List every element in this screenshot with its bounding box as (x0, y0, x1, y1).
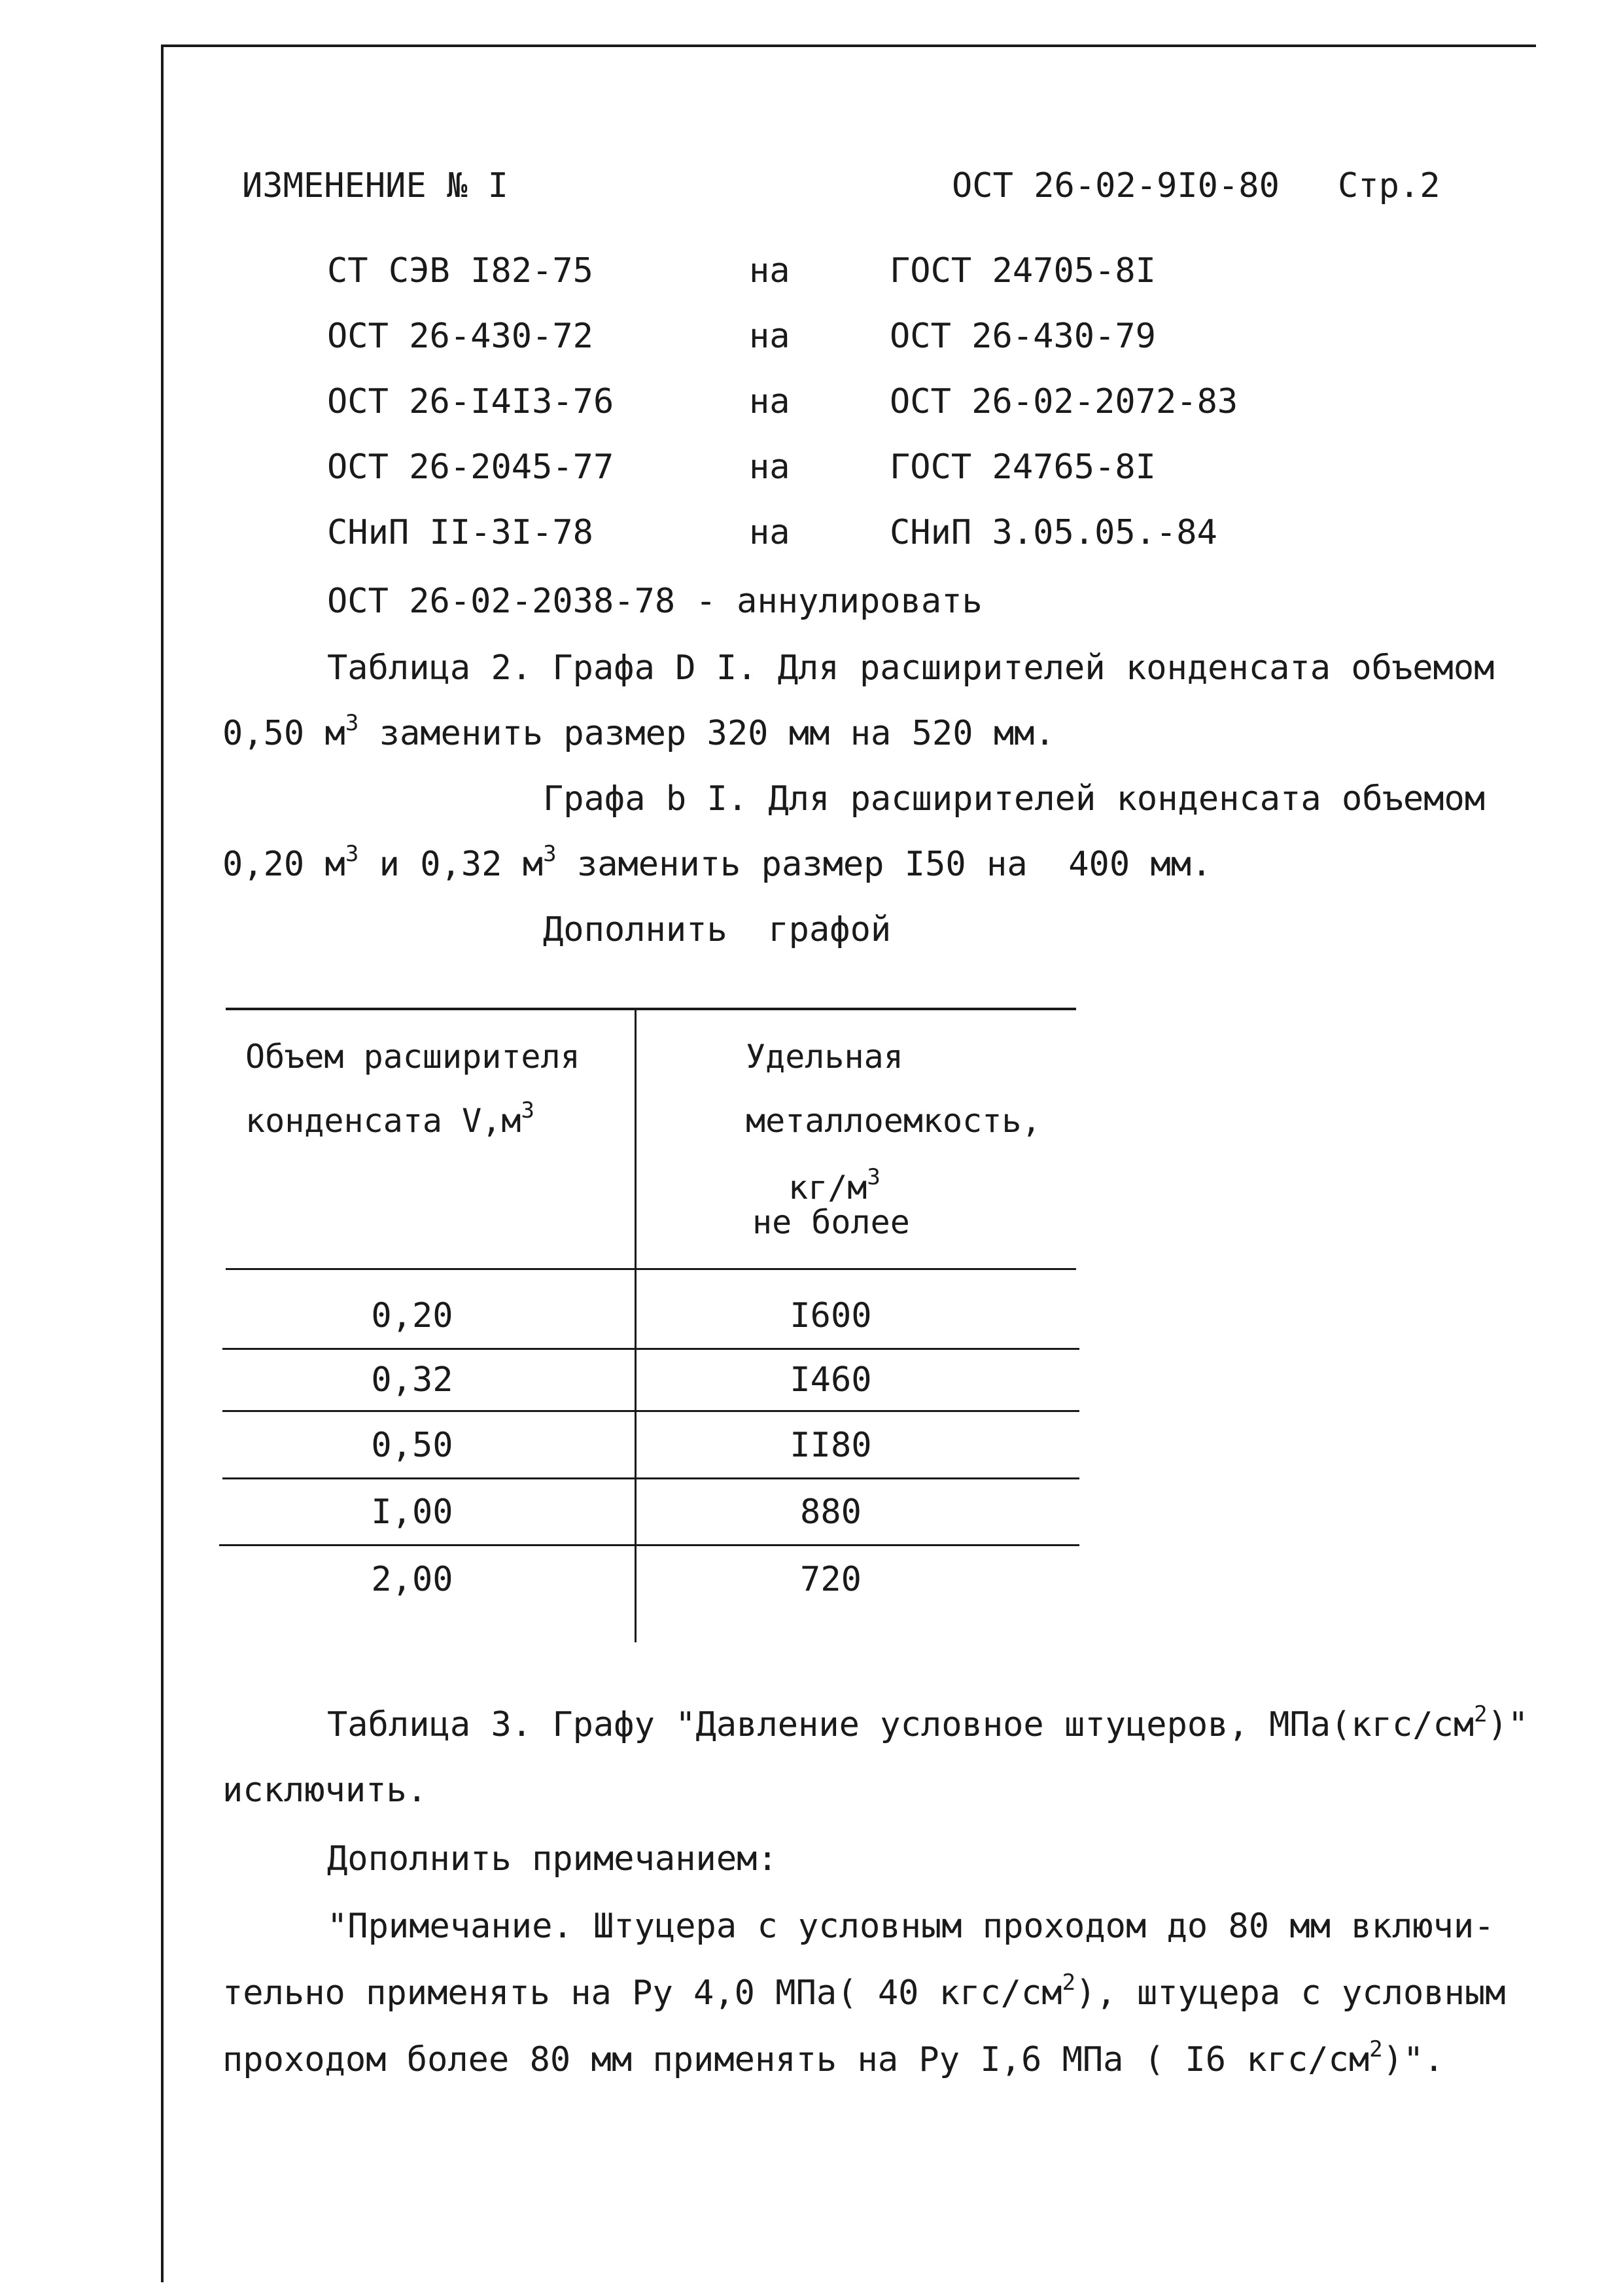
table3-line2: исключить. (222, 1771, 428, 1810)
note-line3: проходом более 80 мм применять на Ру I,6 МПа ( I6 кгс/$см^2$)". (222, 2036, 1444, 2079)
table-row-rule (222, 1348, 1079, 1350)
table-row-rule (222, 1477, 1079, 1479)
capacity-cell: 720 (800, 1560, 862, 1599)
volume-cell: 0,32 (371, 1360, 453, 1400)
new-standard: ГОСТ 24705-8I (890, 251, 1156, 291)
note-line1: "Примечание. Штуцера с условным проходом до 80 мм включи- (327, 1907, 1495, 1946)
volume-cell: 2,00 (371, 1560, 453, 1599)
table2-line5: Дополнить графой (543, 910, 892, 949)
capacity-cell: I460 (790, 1360, 872, 1400)
table-row-rule (219, 1544, 1079, 1546)
capacity-cell: II80 (790, 1426, 872, 1465)
replace-word: на (749, 513, 790, 552)
standard-number: ОСТ 26-02-9I0-80 (952, 166, 1280, 205)
col2-header-line3: $кг/м^3$ (788, 1164, 881, 1207)
old-standard: ОСТ 26-I4I3-76 (327, 382, 614, 421)
col1-header-line1: Объем расширителя (245, 1038, 580, 1076)
old-standard: СТ СЭВ I82-75 (327, 251, 593, 291)
replace-word: на (749, 448, 790, 487)
capacity-cell: I600 (790, 1296, 872, 1335)
table2-line4: 0,20 $м^3$ и 0,32 $м^3$ заменить размер I50 на 400 мм. (222, 841, 1212, 884)
table-top-rule (226, 1008, 1076, 1010)
note-line2: тельно применять на Ру 4,0 МПа( 40 кгс/$см^2$), штуцера с условным (222, 1969, 1506, 2013)
capacity-cell: 880 (800, 1492, 862, 1532)
table2-line3: Графа b I. Для расширителей конденсата объемом (543, 779, 1486, 819)
table3-line3: Дополнить примечанием: (327, 1839, 778, 1879)
new-standard: СНиП 3.05.05.-84 (890, 513, 1217, 552)
table-row-rule (222, 1410, 1079, 1412)
old-standard: ОСТ 26-430-72 (327, 317, 593, 356)
frame-left-line (161, 44, 164, 2282)
volume-cell: 0,20 (371, 1296, 453, 1335)
table-column-divider (635, 1008, 637, 1642)
page-number: Стр.2 (1338, 166, 1440, 205)
old-standard: СНиП II-3I-78 (327, 513, 593, 552)
volume-cell: I,00 (371, 1492, 453, 1532)
volume-cell: 0,50 (371, 1426, 453, 1465)
new-standard: ОСТ 26-430-79 (890, 317, 1156, 356)
change-label: ИЗМЕНЕНИЕ № I (242, 166, 508, 205)
col1-header-line2: конденсата $V,м^3$ (245, 1097, 534, 1140)
table-header-rule (226, 1268, 1076, 1270)
table3-line1: Таблица 3. Графу "Давление условное штуцеров, $МПа(кгс/см^2)$" (327, 1701, 1529, 1744)
replace-word: на (749, 382, 790, 421)
new-standard: ГОСТ 24765-8I (890, 448, 1156, 487)
col2-header-line2: металлоемкость, (746, 1102, 1041, 1140)
replace-word: на (749, 251, 790, 291)
table2-line2: 0,50 $м^3$ заменить размер 320 мм на 520 мм. (222, 710, 1055, 753)
replace-word: на (749, 317, 790, 356)
new-standard: ОСТ 26-02-2072-83 (890, 382, 1238, 421)
col2-header-line1: Удельная (746, 1038, 903, 1076)
old-standard: ОСТ 26-2045-77 (327, 448, 614, 487)
frame-top-line (162, 44, 1536, 47)
col2-header-line4: не более (752, 1203, 910, 1241)
table2-line1: Таблица 2. Графа D I. Для расширителей конденсата объемом (327, 648, 1495, 688)
annul-line: ОСТ 26-02-2038-78 - аннулировать (327, 582, 983, 621)
